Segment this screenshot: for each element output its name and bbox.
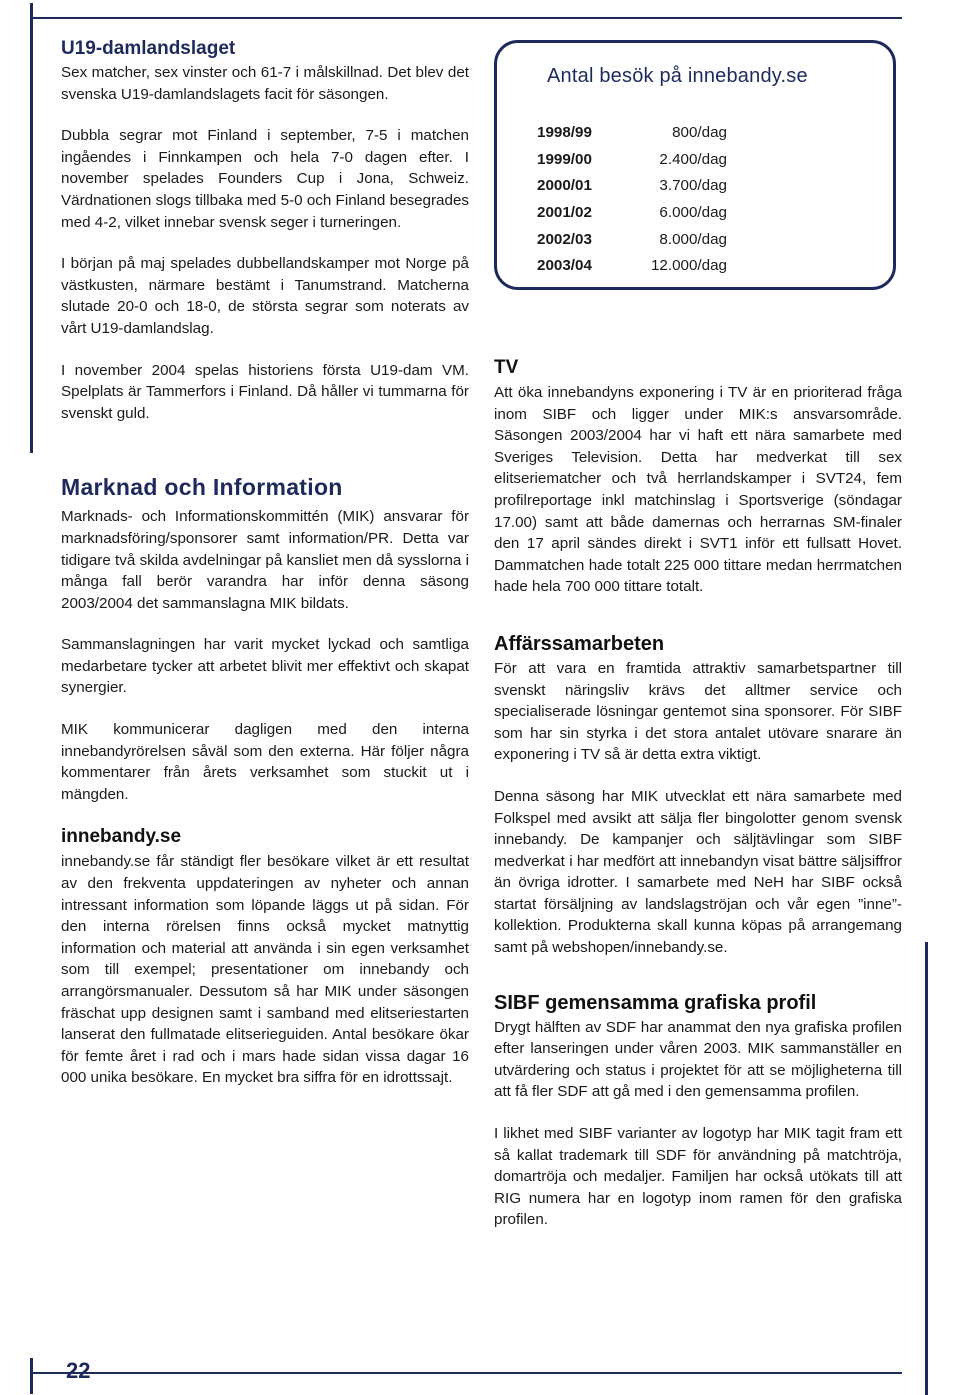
affar-paragraph: Denna säsong har MIK utvecklat ett nära samarbete med Folkspel med avsikt att sälja fler bingolotter genom svensk innebandy. De kampanjer och säljtävlingar som SIBF medverkat i har medfört att innebandyn visat bättre säljsiffror än övriga idrotter. I samarbete med NeH har SIBF också startat försäljning av landslagströjan och vår egen ”inne”-kollektion. Produkterna skall kunna köpas på arrangemang samt på webshopen/innebandy.se.	[494, 787, 902, 957]
visits-row	[537, 124, 737, 151]
bottom-rule	[30, 1372, 902, 1374]
visits-value: 6.000/dag	[659, 204, 727, 222]
sibf-heading: SIBF gemensamma grafiska profil	[494, 991, 817, 1014]
visits-box	[494, 40, 896, 290]
bottom-right-vertical-rule	[925, 942, 928, 1395]
visits-row	[537, 151, 737, 178]
visits-value: 3.700/dag	[659, 177, 727, 195]
visits-season: 2003/04	[537, 257, 592, 275]
visits-value: 12.000/dag	[650, 257, 727, 275]
marknad-paragraph: Marknads- och Informationskommittén (MIK) ansvarar för marknadsföring/sponsorer samt information/PR. Detta var tidigare två skilda avdelningar på kansliet men då sysslorna i många fall berör varandra har inför denna säsong 2003/2004 det sammanslagna MIK bildats.	[61, 508, 469, 612]
visits-season: 1999/00	[537, 150, 592, 168]
visits-value: 800/dag	[672, 124, 727, 141]
sibf-paragraph: Drygt hälften av SDF har anammat den nya grafiska profilen efter lanseringen under våren 2003. MIK sammanställer en utvärdering och status i projektet för att se möjligheterna till att få fler SDF att gå med i den gemensamma profilen.	[494, 1018, 902, 1101]
page-number: 22	[66, 1358, 91, 1383]
marknad-heading: Marknad och Information	[61, 474, 343, 501]
visits-box-title: Antal besök på innebandy.se	[547, 65, 808, 87]
sibf-paragraph: I likhet med SIBF varianter av logotyp har MIK tagit fram ett så kallat trademark till SDF för användning på matchtröja, domartröja och medaljer. Familjen har också utökats till att RIG numera har en logotyp inom ramen för den grafiska profilen.	[494, 1125, 902, 1229]
tv-heading: TV	[494, 357, 519, 378]
u19-paragraph: Sex matcher, sex vinster och 61-7 i målskillnad. Det blev det svenska U19-damlandslagets facit för säsongen.	[61, 64, 469, 103]
visits-season: 1998/99	[537, 124, 592, 141]
tv-paragraph: Att öka innebandyns exponering i TV är en prioriterad fråga inom SIBF och ligger under MIK:s ansvarsområde. Säsongen 2003/2004 har vi haft ett nära samarbete med Sveriges Television. Detta har medverkat till sex elitseriematcher och två herrlandskamper i SVT24, fem profilreportage inkl matchinslag i Sportsverige (söndagar 17.00) samt att både damernas och herrarnas SM-finaler den 17 april sändes direkt i SVT1 inför ett fullsatt Hovet. Dammatchen hade totalt 225 000 tittare medan herrmatchen hade hela 700 000 tittare totalt.	[494, 384, 902, 596]
visits-row	[537, 177, 737, 204]
marknad-paragraph: Sammanslagningen har varit mycket lyckad och samtliga medarbetare tycker att arbetet blivit mer effektivt och skapat synergier.	[61, 636, 469, 697]
visits-table	[537, 124, 737, 284]
visits-row	[537, 231, 737, 258]
visits-value: 8.000/dag	[659, 230, 727, 248]
visits-row	[537, 257, 737, 284]
top-rule	[30, 17, 902, 19]
u19-paragraph: Dubbla segrar mot Finland i september, 7-5 i matchen ingåendes i Finnkampen och hela 7-0 dagen efter. I november spelades Founders Cup i Jona, Schweiz. Värdnationen slogs tillbaka med 5-0 och Finland besegrades med 4-2, vilket innebar svensk seger i turneringen.	[61, 127, 469, 231]
bottom-left-vertical-rule	[30, 1358, 33, 1394]
visits-row	[537, 204, 737, 231]
visits-season: 2000/01	[537, 177, 592, 195]
left-vertical-rule	[30, 3, 33, 453]
u19-heading: U19-damlandslaget	[61, 38, 236, 59]
visits-season: 2002/03	[537, 230, 592, 248]
visits-season: 2001/02	[537, 204, 592, 222]
visits-value: 2.400/dag	[659, 150, 727, 168]
marknad-paragraph: MIK kommunicerar dagligen med den interna innebandyrörelsen såväl som den externa. Här följer några kommentarer från årets verksamhet som stuckit ut i mängden.	[61, 721, 469, 803]
innebandy-paragraph: innebandy.se får ständigt fler besökare vilket är ett resultat av den frekventa uppdateringen av nyheter och annan intressant information som löpande läggs ut på sidan. För den interna rörelsen finns också mycket matnyttig information och material att använda i sin egen verksamhet som till exempel; presentationer om innebandy och arrangörsmanualer. Dessutom så har MIK under säsongen fräschat upp designen samt i samband med elitseriestarten lanserat den fullmatade elitserieguiden. Antal besökare ökar för femte året i rad och i mars hade sidan vissa dagar 16 000 unika besökare. En mycket bra siffra för en idrottssajt.	[61, 853, 469, 1087]
u19-paragraph: I början på maj spelades dubbellandskamper mot Norge på västkusten, närmare bestämt i Tanumstrand. Matcherna slutade 20-0 och 18-0, de största segrar som noterats av vårt U19-damlandslag.	[61, 255, 469, 337]
left-column	[61, 36, 469, 1109]
affar-paragraph: För att vara en framtida attraktiv samarbetspartner till svenskt näringsliv krävs det alltmer service och specialiserade lösningar gentemot sina sponsorer. För SIBF som har sin styrka i det stora antalet utövare snarare än exponering i TV så är detta extra viktigt.	[494, 659, 902, 764]
innebandy-heading: innebandy.se	[61, 826, 182, 848]
right-column	[494, 356, 902, 1251]
u19-paragraph: I november 2004 spelas historiens första U19-dam VM. Spelplats är Tammerfors i Finland. Då håller vi tummarna för svenskt guld.	[61, 361, 469, 422]
affar-heading: Affärssamarbeten	[494, 632, 665, 655]
